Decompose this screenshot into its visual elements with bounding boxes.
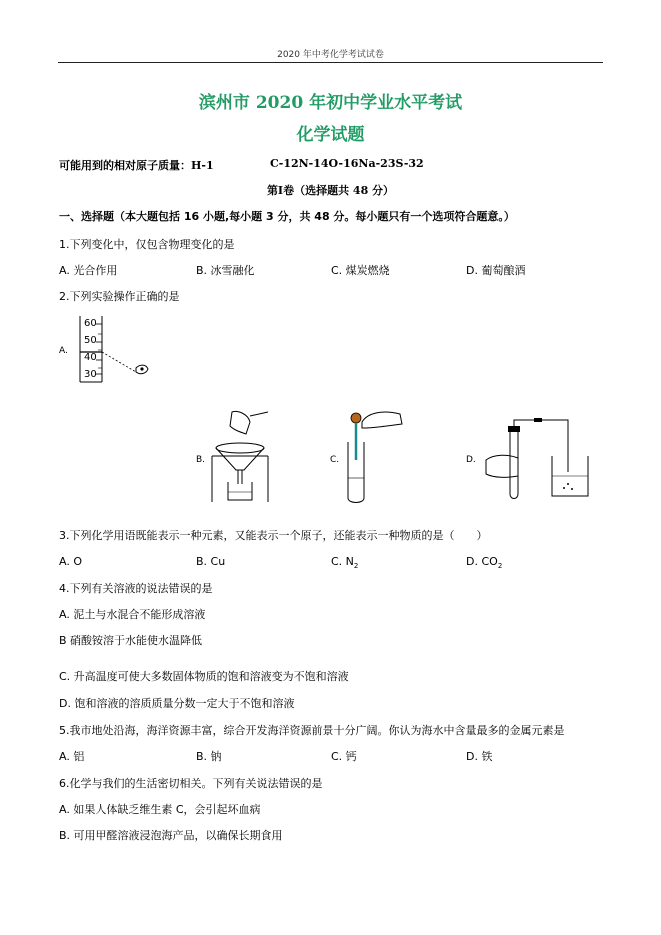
exam-title: 滨州市 2020 年初中学业水平考试 [198,93,463,113]
atomic-mass-label: 可能用到的相对原子质量：H-1 [59,159,214,172]
q2-option-a: A. [59,346,68,356]
page-header: 2020 年中考化学考试试卷 [277,50,384,60]
q1-option-c: C. 煤炭燃烧 [331,264,390,277]
atomic-mass-values: C-12N-14O-16Na-23S-32 [270,157,424,170]
question-3-stem: 3.下列化学用语既能表示一种元素，又能表示一个原子，还能表示一种物质的是（ ） [59,529,488,542]
question-4-stem: 4.下列有关溶液的说法错误的是 [59,582,213,595]
q3-option-b: B. Cu [196,555,226,568]
q5-option-b: B. 钠 [196,750,222,763]
q4-option-d: D. 饱和溶液的溶质质量分数一定大于不饱和溶液 [59,697,295,710]
exam-subtitle: 化学试题 [296,125,365,145]
q3-option-a: A. O [59,555,82,568]
q6-option-a: A. 如果人体缺乏维生素 C，会引起坏血病 [59,803,261,816]
dropper-figure [344,406,404,506]
q5-option-a: A. 铝 [59,750,85,763]
q1-option-b: B. 冰雪融化 [196,264,255,277]
question-1-stem: 1.下列变化中，仅包含物理变化的是 [59,238,235,251]
q5-option-d: D. 铁 [466,750,493,763]
q3-option-c: C. $N_2$ [331,555,359,571]
question-6-stem: 6.化学与我们的生活密切相关。下列有关说法错误的是 [59,777,323,790]
cylinder-tick-40: 40 [84,352,97,363]
section1-title: 一、选择题（本大题包括 16 小题,每小题 3 分，共 48 分。每小题只有一个选项符合题意。） [59,210,515,223]
question-5-stem: 5.我市地处沿海，海洋资源丰富，综合开发海洋资源前景十分广阔。你认为海水中含量最多的金属元素是 [59,724,565,737]
q2-option-b: B. [196,455,206,465]
q4-option-a: A. 泥土与水混合不能形成溶液 [59,608,206,621]
q1-option-d: D. 葡萄酿酒 [466,264,526,277]
question-2-stem: 2.下列实验操作正确的是 [59,290,180,303]
q1-option-a: A. 光合作用 [59,264,118,277]
q5-option-c: C. 钙 [331,750,357,763]
cylinder-tick-30: 30 [84,369,97,380]
q6-option-b: B. 可用甲醛溶液浸泡海产品，以确保长期食用 [59,829,283,842]
airtight-check-figure [484,420,594,502]
header-rule [58,62,603,63]
part1-title: 第Ⅰ卷（选择题共 48 分） [266,184,395,197]
cylinder-tick-60: 60 [84,318,97,329]
cylinder-tick-50: 50 [84,335,97,346]
filtration-figure [210,410,270,505]
q4-option-b: B 硝酸铵溶于水能使水温降低 [59,634,203,647]
q3-option-d: D. $CO_2$ [466,555,503,571]
q4-option-c: C. 升高温度可使大多数固体物质的饱和溶液变为不饱和溶液 [59,670,349,683]
q2-option-d: D. [466,455,476,465]
q2-option-c: C. [330,455,340,465]
